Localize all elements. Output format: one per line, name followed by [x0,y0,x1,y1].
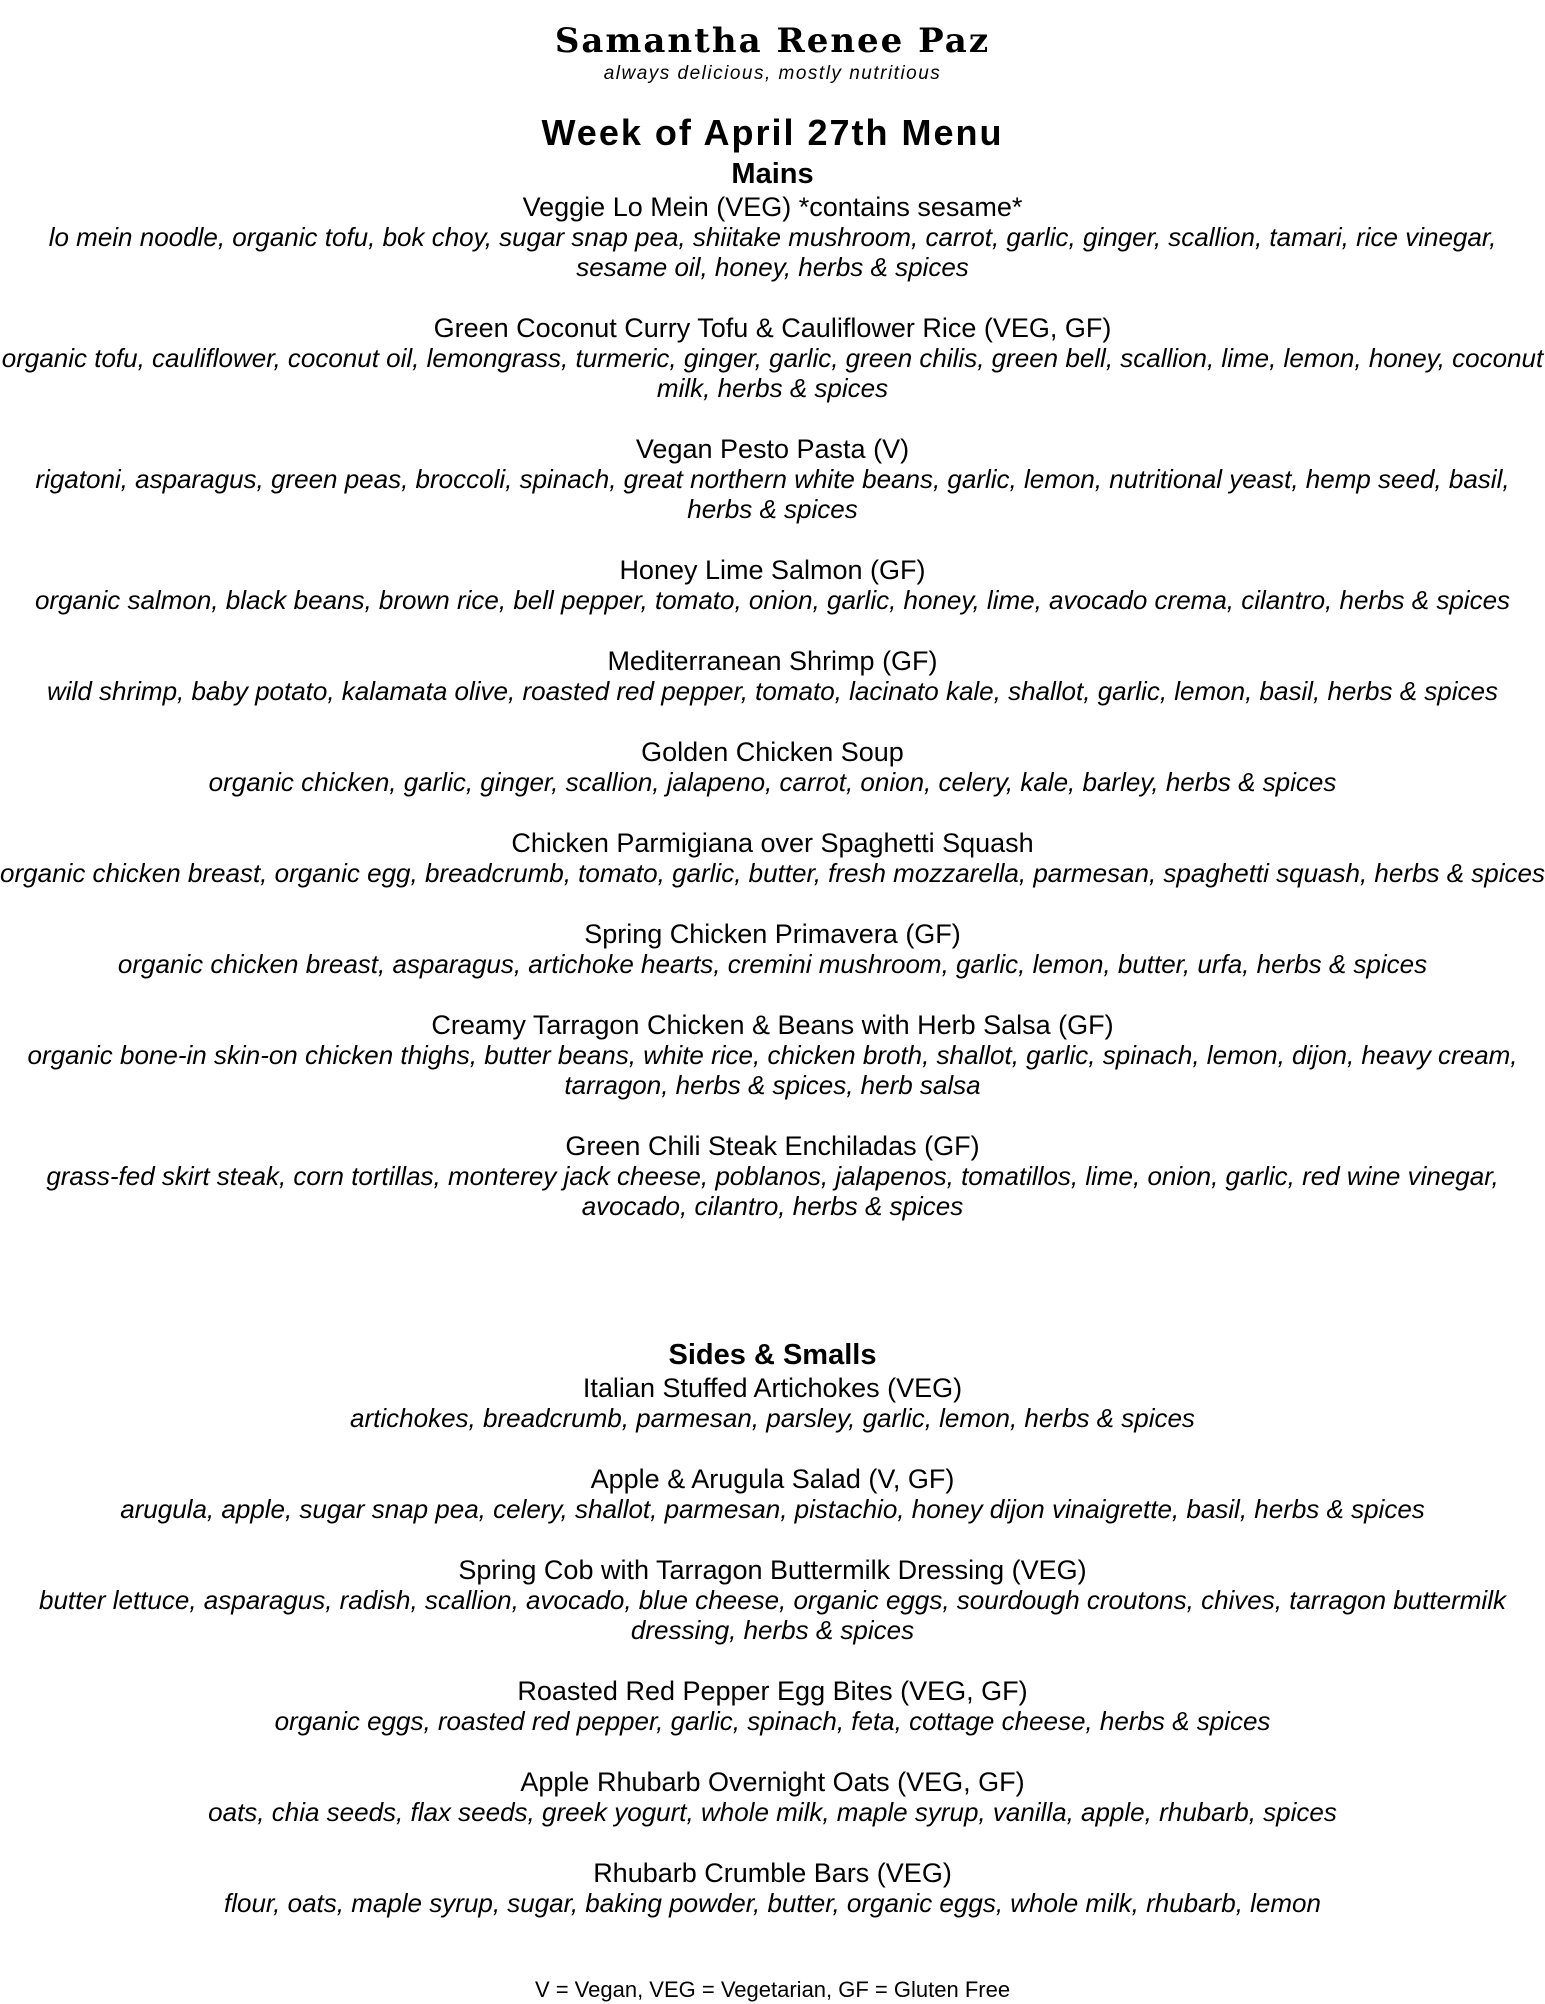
menu-item-ingredients: rigatoni, asparagus, green peas, broccoli, spinach, great northern white beans, garlic, lemon, nutritional yeast, hemp seed, basil, herbs & spices [35,464,1510,524]
menu-item-name: Creamy Tarragon Chicken & Beans with Herb Salsa (GF) [431,1010,1114,1040]
menu-item-name: Green Chili Steak Enchiladas (GF) [565,1131,980,1161]
menu-title: Week of April 27th Menu [541,112,1004,153]
menu-item-ingredients: organic chicken breast, asparagus, artichoke hearts, cremini mushroom, garlic, lemon, butter, urfa, herbs & spices [117,949,1428,979]
menu-item [0,555,1545,615]
menu-item-ingredients: butter lettuce, asparagus, radish, scallion, avocado, blue cheese, organic eggs, sourdough croutons, chives, tarragon buttermilk dressing, herbs & spices [39,1585,1506,1645]
menu-item-name: Mediterranean Shrimp (GF) [607,646,938,676]
menu-item [0,1010,1545,1100]
menu-item [0,737,1545,797]
menu-item [0,828,1545,888]
brand-name: Samantha Renee Paz [554,21,991,61]
menu-item [0,1676,1545,1736]
menu-item-ingredients: organic chicken, garlic, ginger, scallion, jalapeno, carrot, onion, celery, kale, barley, herbs & spices [208,767,1337,797]
menu-item-name: Chicken Parmigiana over Spaghetti Squash [511,828,1034,858]
menu-item [0,1464,1545,1524]
menu-item-name: Vegan Pesto Pasta (V) [635,434,910,464]
menu-item-ingredients: organic tofu, cauliflower, coconut oil, lemongrass, turmeric, ginger, garlic, green chilis, green bell, scallion, lime, lemon, honey, coconut milk, herbs & spices [1,343,1544,403]
menu-item-name: Roasted Red Pepper Egg Bites (VEG, GF) [517,1676,1028,1706]
menu-item-name: Honey Lime Salmon (GF) [619,555,926,585]
menu-item-ingredients: oats, chia seeds, flax seeds, greek yogurt, whole milk, maple syrup, vanilla, apple, rhubarb, spices [208,1797,1337,1827]
menu-item [0,1555,1545,1645]
menu-item [0,192,1545,282]
dietary-legend: V = Vegan, VEG = Vegetarian, GF = Gluten Free [534,1977,1011,2002]
menu-item-ingredients: wild shrimp, baby potato, kalamata olive, roasted red pepper, tomato, lacinato kale, shallot, garlic, lemon, basil, herbs & spices [47,676,1498,706]
menu-item [0,919,1545,979]
menu-item [0,434,1545,524]
section-sides-smalls [0,1337,1545,1918]
menu-item-ingredients: organic salmon, black beans, brown rice, bell pepper, tomato, onion, garlic, honey, lime, avocado crema, cilantro, herbs & spices [34,585,1511,615]
menu-item-name: Apple & Arugula Salad (V, GF) [590,1464,955,1494]
menu-item [0,1858,1545,1918]
brand-header [0,18,1545,84]
menu-item-ingredients: organic eggs, roasted red pepper, garlic, spinach, feta, cottage cheese, herbs & spices [274,1706,1271,1736]
menu-item [0,1767,1545,1827]
menu-item [0,1131,1545,1221]
menu-item-name: Rhubarb Crumble Bars (VEG) [593,1858,952,1888]
menu-item-name: Green Coconut Curry Tofu & Cauliflower Rice (VEG, GF) [433,313,1112,343]
menu-item-ingredients: organic bone-in skin-on chicken thighs, butter beans, white rice, chicken broth, shallot, garlic, spinach, lemon, dijon, heavy cream, tarragon, herbs & spices, herb salsa [27,1040,1518,1100]
menu-item [0,313,1545,403]
section-mains [0,156,1545,1221]
menu-item-ingredients: lo mein noodle, organic tofu, bok choy, sugar snap pea, shiitake mushroom, carrot, garlic, ginger, scallion, tamari, rice vinegar, sesame oil, honey, herbs & spices [48,222,1497,282]
menu-item-name: Apple Rhubarb Overnight Oats (VEG, GF) [520,1767,1025,1797]
section-heading: Mains [731,158,814,190]
menu-item-name: Veggie Lo Mein (VEG) *contains sesame* [522,192,1023,222]
menu-item-ingredients: artichokes, breadcrumb, parmesan, parsley, garlic, lemon, herbs & spices [350,1403,1195,1433]
section-heading: Sides & Smalls [668,1339,877,1371]
menu-item-ingredients: grass-fed skirt steak, corn tortillas, monterey jack cheese, poblanos, jalapenos, tomatillos, lime, onion, garlic, red wine vinegar, avocado, cilantro, herbs & spices [46,1161,1499,1221]
brand-tagline: always delicious, mostly nutritious [603,63,942,84]
menu-item [0,646,1545,706]
menu-item-name: Spring Chicken Primavera (GF) [584,919,961,949]
menu-item-name: Italian Stuffed Artichokes (VEG) [582,1373,963,1403]
menu-item-name: Spring Cob with Tarragon Buttermilk Dressing (VEG) [458,1555,1087,1585]
menu-item-ingredients: arugula, apple, sugar snap pea, celery, shallot, parmesan, pistachio, honey dijon vinaigrette, basil, herbs & spices [120,1494,1425,1524]
menu-item-ingredients: flour, oats, maple syrup, sugar, baking powder, butter, organic eggs, whole milk, rhubarb, lemon [224,1888,1321,1918]
menu-item-ingredients: organic chicken breast, organic egg, breadcrumb, tomato, garlic, butter, fresh mozzarella, parmesan, spaghetti squash, herbs & spices [0,858,1545,888]
menu-item-name: Golden Chicken Soup [641,737,904,767]
menu-item [0,1373,1545,1433]
